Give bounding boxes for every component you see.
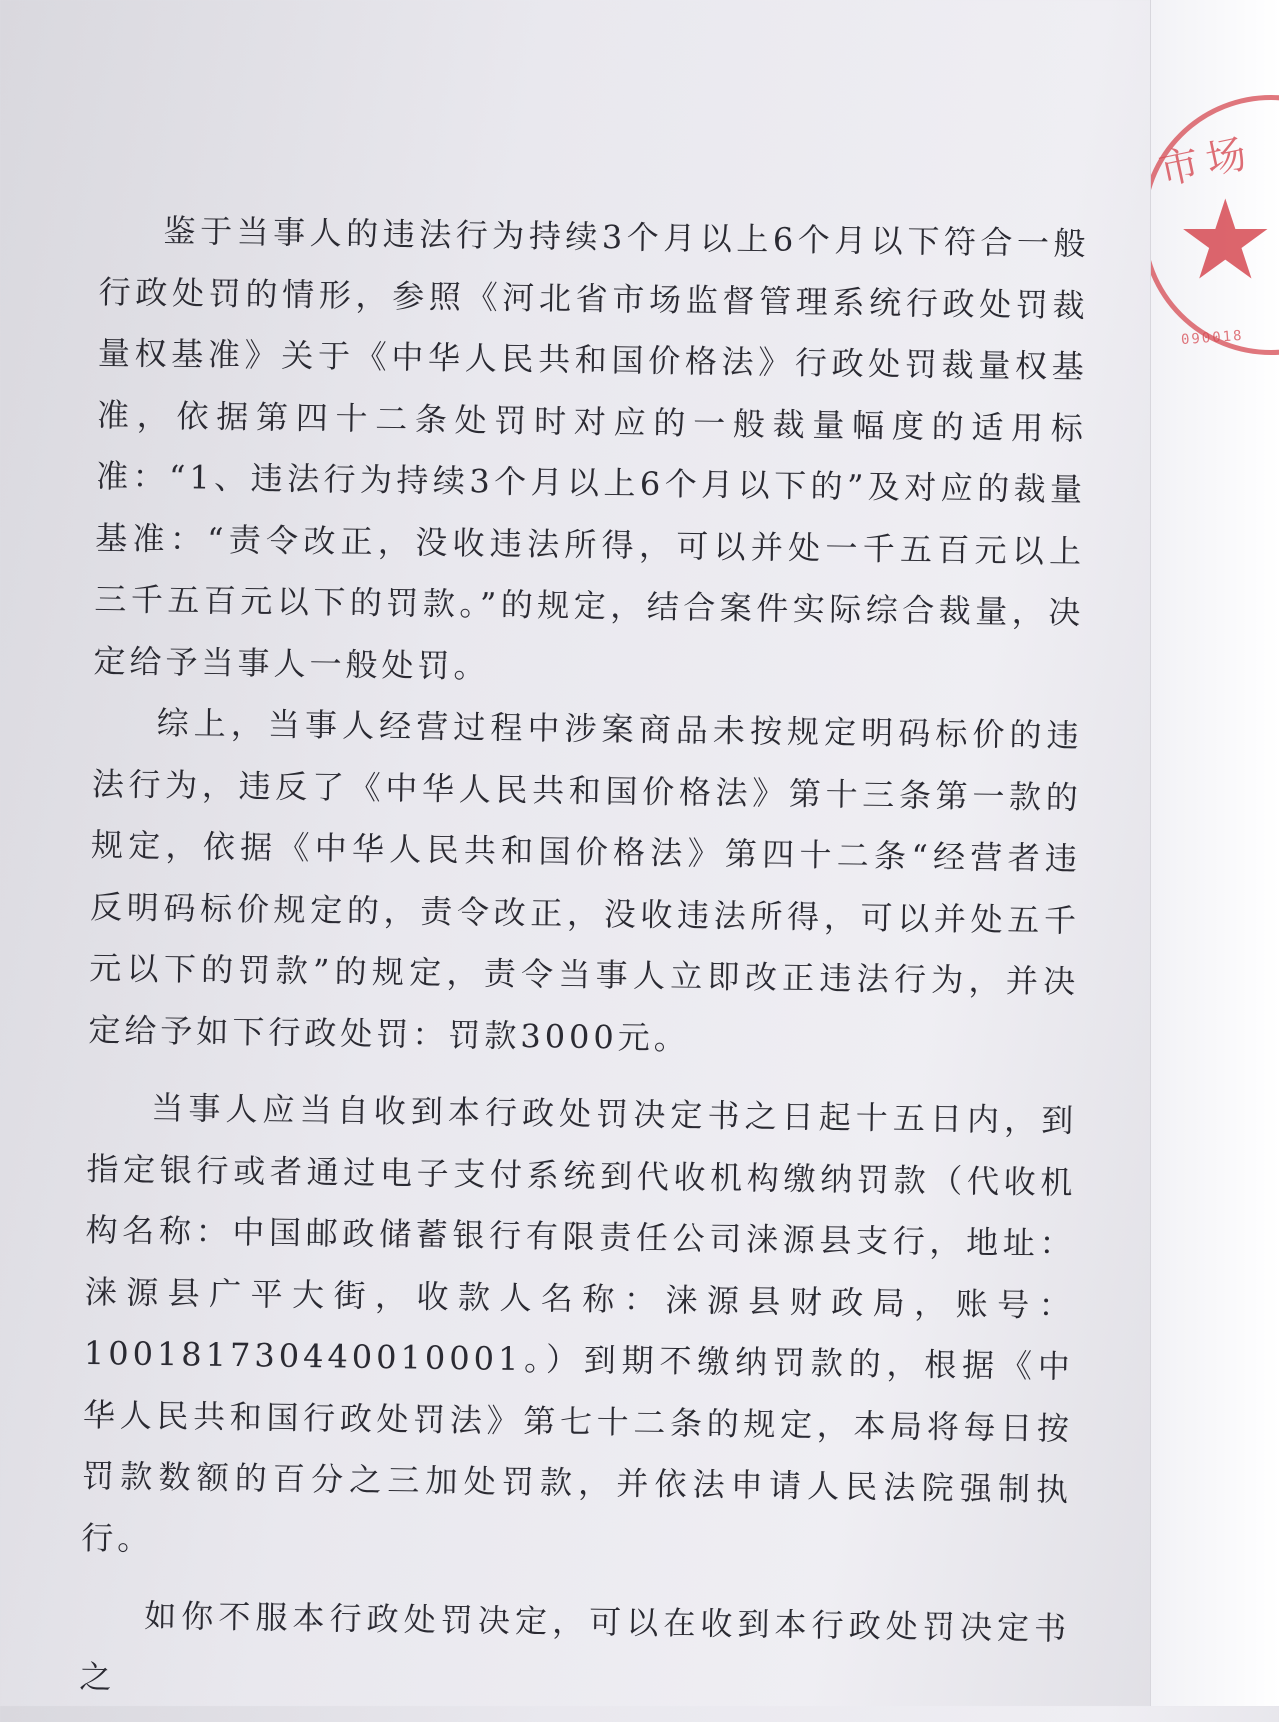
official-seal: [1150, 95, 1279, 355]
adjacent-page: [1150, 0, 1279, 1706]
seal-code: 090018: [1180, 327, 1245, 349]
paragraph-appeal: 如你不服本行政处罚决定，可以在收到本行政处罚决定书之: [79, 1596, 1071, 1696]
document-body: [79, 200, 1090, 1722]
paragraph-discretion: 鉴于当事人的违法行为持续3个月以上6个月以下符合一般行政处罚的情形，参照《河北省市场监督管理系统行政处罚裁量权基准》关于《中华人民共和国价格法》行政处罚裁量权基准，依据第四十二条处罚时对应的一般裁量幅度的适用标准：“1、违法行为持续3个月以上6个月以下的”及对应的裁量基准：“责令改正，没收违法所得，可以并处一千五百元以上三千五百元以下的罚款。”的规定，结合案件实际综合裁量，决定给予当事人一般处罚。: [93, 211, 1090, 685]
paragraph-payment: 当事人应当自收到本行政处罚决定书之日起十五日内，到指定银行或者通过电子支付系统到代收机构缴纳罚款（代收机构名称：中国邮政储蓄银行有限责任公司涞源县支行，地址：涞源县广平大街，收款人名称：涞源县财政局，账号：100181730440010001。）到期不缴纳罚款的，根据《中华人民共和国行政处罚法》第七十二条的规定，本局将每日按罚款数额的百分之三加处罚款，并依法申请人民法院强制执行。: [81, 1088, 1078, 1558]
paragraph-conclusion: 综上，当事人经营过程中涉案商品未按规定明码标价的违法行为，违反了《中华人民共和国价格法》第十三条第一款的规定，依据《中华人民共和国价格法》第四十二条“经营者违反明码标价规定的，责令改正，没收违法所得，可以并处五千元以下的罚款”的规定，责令当事人立即改正违法行为，并决定给予如下行政处罚：罚款3000元。: [88, 703, 1083, 1057]
seal-text: 市场: [1154, 129, 1259, 195]
seal-star-icon: ★: [1176, 176, 1275, 304]
